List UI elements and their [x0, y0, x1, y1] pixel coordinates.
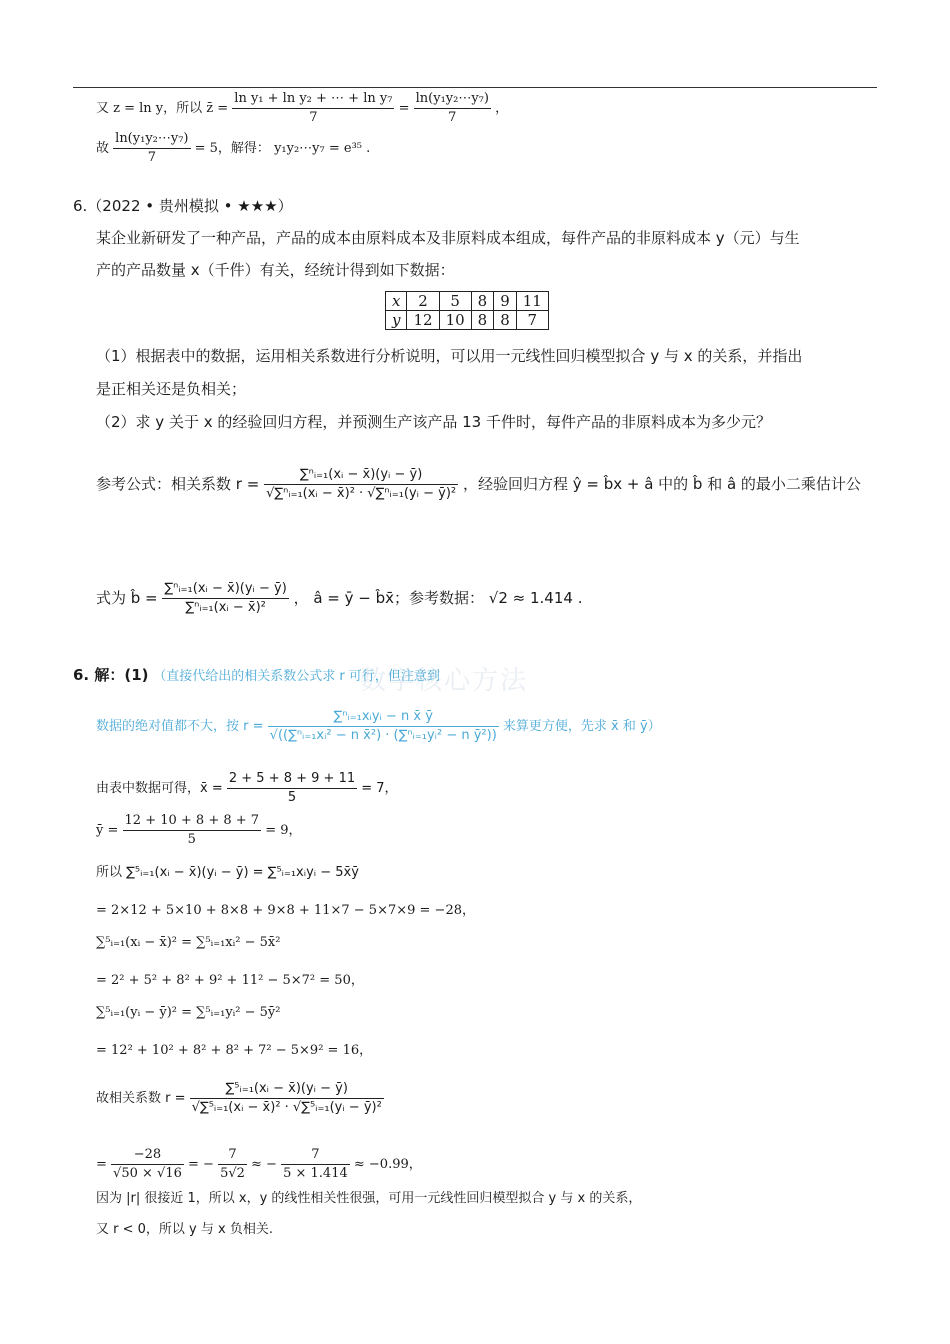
solution-step-sum-xy-value: = 2×12 + 5×10 + 8×8 + 9×8 + 11×7 − 5×7×9 = −28， [96, 903, 475, 918]
slope-formula-denominator: ∑ⁿᵢ₌₁(xᵢ − x̄)² [185, 600, 266, 615]
mean-x-numerator: 2 + 5 + 8 + 9 + 11 [227, 770, 357, 789]
table-cell: 8 [494, 311, 517, 330]
r-value-fraction-2-denominator: 5√2 [220, 1166, 245, 1181]
solution-step-sum-x2: ∑⁵ᵢ₌₁(xᵢ − x̄)² = ∑⁵ᵢ₌₁xᵢ² − 5x̄² [96, 935, 281, 950]
top-fraction-3 [113, 130, 190, 167]
slope-formula-numerator: ∑ⁿᵢ₌₁(xᵢ − x̄)(yᵢ − ȳ) [162, 580, 288, 599]
mean-x-prefix: 由表中数据可得，x̄ = [96, 781, 223, 796]
top-line-1-prefix: 又 z = ln y，所以 z̄ = [96, 101, 229, 116]
table-cell: 8 [471, 292, 494, 311]
solution-hint-line-2 [96, 708, 661, 745]
top-fraction-1-numerator: ln y₁ + ln y₂ + ⋯ + ln y₇ [232, 90, 394, 109]
solution-step-mean-y [96, 812, 301, 849]
r-value-eq-1: = [96, 1157, 107, 1172]
reference-middle-text: ，经验回归方程 ŷ = b̂x + â 中的 b̂ 和 â 的最小二乘估计公 [462, 475, 861, 493]
r-value-result: ≈ −0.99， [353, 1157, 422, 1172]
data-table [385, 291, 549, 330]
top-fraction-2 [414, 90, 491, 127]
watermark-text: 数学核心方法 [360, 666, 529, 696]
solution-hint-line-1: （直接代给出的相关系数公式求 r 可行，但注意到 [153, 669, 440, 684]
question-part-1-line-1: （1）根据表中的数据，运用相关系数进行分析说明，可以用一元线性回归模型拟合 y 与 x 的关系，并指出 [96, 347, 803, 365]
top-line-2 [96, 130, 370, 167]
reference-formula-line-1 [96, 466, 861, 503]
correlation-formula-denominator: √∑ⁿᵢ₌₁(xᵢ − x̄)² · √∑ⁿᵢ₌₁(yᵢ − ȳ)² [266, 486, 457, 501]
slope-formula-fraction [162, 580, 288, 617]
reference-2-prefix: 式为 b̂ = [96, 589, 158, 607]
top-line-1-end: ， [495, 101, 509, 116]
reference-prefix: 参考公式：相关系数 r = [96, 475, 260, 493]
mean-y-result: = 9， [265, 823, 302, 838]
hint-formula-numerator: ∑ⁿᵢ₌₁xᵢyᵢ − n x̄ ȳ [268, 708, 499, 727]
mean-y-denominator: 5 [187, 832, 196, 847]
top-fraction-2-denominator: 7 [448, 110, 457, 125]
top-line-2-prefix: 故 [96, 141, 110, 156]
table-cell: 10 [439, 311, 471, 330]
solution-step-r-value [96, 1146, 422, 1183]
r-value-eq-2: = − [188, 1157, 214, 1172]
header-rule [73, 87, 877, 88]
top-line-1-eq: = [398, 101, 410, 116]
correlation-formula-fraction [264, 466, 458, 503]
table-header-x: x [386, 292, 407, 311]
question-intro-line-2: 产的产品数量 x（千件）有关，经统计得到如下数据： [96, 261, 455, 279]
table-row-x [386, 292, 549, 311]
r-value-fraction-1 [111, 1146, 184, 1183]
reference-2-rest: ， â = ȳ − b̂x̄；参考数据： √2 ≈ 1.414 . [293, 589, 583, 607]
r-formula-denominator: √∑⁵ᵢ₌₁(xᵢ − x̄)² · √∑⁵ᵢ₌₁(yᵢ − ȳ)² [191, 1100, 382, 1115]
table-header-y: y [386, 311, 407, 330]
hint-prefix: 数据的绝对值都不大，按 r = [96, 719, 264, 734]
solution-conclusion-2: 又 r < 0，所以 y 与 x 负相关. [96, 1222, 273, 1237]
hint-formula-fraction [268, 708, 499, 745]
r-value-fraction-1-denominator: √50 × √16 [113, 1166, 182, 1181]
mean-y-prefix: ȳ = [96, 823, 119, 838]
top-fraction-1-denominator: 7 [309, 110, 318, 125]
solution-step-sum-y2: ∑⁵ᵢ₌₁(yᵢ − ȳ)² = ∑⁵ᵢ₌₁yᵢ² − 5ȳ² [96, 1005, 281, 1020]
question-header: 6.（2022 • 贵州模拟 • ★★★） [73, 197, 293, 215]
solution-conclusion-1: 因为 |r| 很接近 1，所以 x，y 的线性相关性很强，可用一元线性回归模型拟合 y 与 x 的关系， [96, 1191, 642, 1206]
top-fraction-1 [232, 90, 394, 127]
r-formula-prefix: 故相关系数 r = [96, 1091, 186, 1106]
mean-x-fraction [227, 770, 357, 807]
question-part-2: （2）求 y 关于 x 的经验回归方程，并预测生产该产品 13 千件时，每件产品的非原料成本为多少元？ [96, 413, 771, 431]
table-cell: 5 [439, 292, 471, 311]
solution-step-sum-x2-value: = 2² + 5² + 8² + 9² + 11² − 5×7² = 50， [96, 973, 364, 988]
r-formula-numerator: ∑⁵ᵢ₌₁(xᵢ − x̄)(yᵢ − ȳ) [190, 1080, 384, 1099]
correlation-formula-numerator: ∑ⁿᵢ₌₁(xᵢ − x̄)(yᵢ − ȳ) [264, 466, 458, 485]
r-value-fraction-1-numerator: −28 [111, 1146, 184, 1165]
mean-y-fraction [123, 812, 262, 849]
top-fraction-3-denominator: 7 [147, 150, 156, 165]
table-cell: 2 [407, 292, 439, 311]
r-value-fraction-2-numerator: 7 [218, 1146, 247, 1165]
r-value-fraction-3-numerator: 7 [281, 1146, 350, 1165]
question-part-1-line-2: 是正相关还是负相关； [96, 380, 247, 398]
solution-step-sum-y2-value: = 12² + 10² + 8² + 8² + 7² − 5×9² = 16， [96, 1043, 373, 1058]
mean-y-numerator: 12 + 10 + 8 + 8 + 7 [123, 812, 262, 831]
question-intro-line-1: 某企业新研发了一种产品，产品的成本由原料成本及非原料成本组成，每件产品的非原料成本 y（元）与生 [96, 229, 800, 247]
r-value-eq-3: ≈ − [251, 1157, 277, 1172]
r-value-fraction-3 [281, 1146, 350, 1183]
table-cell: 12 [407, 311, 439, 330]
table-row-y [386, 311, 549, 330]
top-line-1 [96, 90, 508, 127]
solution-header: 6. 解：(1) [73, 666, 149, 684]
r-value-fraction-3-denominator: 5 × 1.414 [283, 1166, 348, 1181]
r-formula-fraction [190, 1080, 384, 1117]
solution-step-mean-x [96, 770, 398, 807]
top-fraction-2-numerator: ln(y₁y₂⋯y₇) [414, 90, 491, 109]
hint-suffix: 来算更方便，先求 x̄ 和 ȳ） [502, 719, 661, 734]
top-line-2-rest: = 5，解得： y₁y₂⋯y₇ = e³⁵ . [194, 141, 371, 156]
solution-step-sum-xy: 所以 ∑⁵ᵢ₌₁(xᵢ − x̄)(yᵢ − ȳ) = ∑⁵ᵢ₌₁xᵢyᵢ − 5x̄ȳ [96, 865, 359, 880]
mean-x-result: = 7， [361, 781, 398, 796]
r-value-fraction-2 [218, 1146, 247, 1183]
hint-formula-denominator: √((∑ⁿᵢ₌₁xᵢ² − n x̄²) · (∑ⁿᵢ₌₁yᵢ² − n ȳ²)) [269, 728, 497, 743]
table-cell: 7 [516, 311, 548, 330]
table-cell: 8 [471, 311, 494, 330]
mean-x-denominator: 5 [287, 790, 297, 805]
table-cell: 11 [516, 292, 548, 311]
solution-step-r-formula [96, 1080, 384, 1117]
table-cell: 9 [494, 292, 517, 311]
solution-header-line [73, 664, 440, 688]
top-fraction-3-numerator: ln(y₁y₂⋯y₇) [113, 130, 190, 149]
reference-formula-line-2 [96, 580, 582, 617]
